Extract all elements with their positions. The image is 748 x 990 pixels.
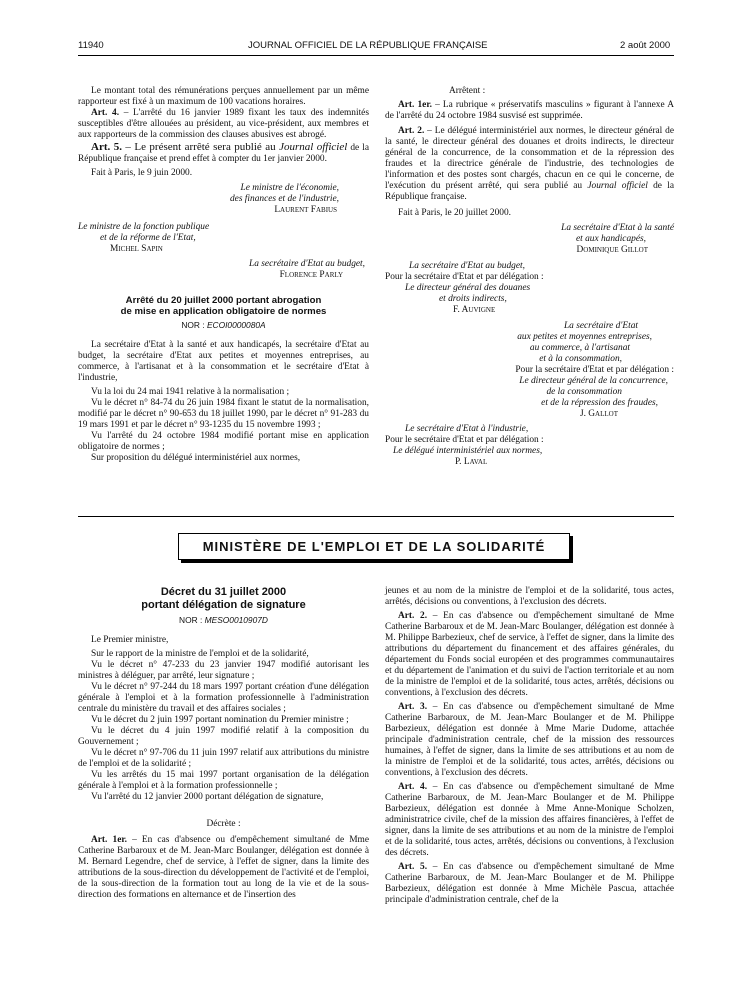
nor-code: ECOI0000080A xyxy=(206,320,266,330)
signature-title: au commerce, à l'artisanat xyxy=(529,343,630,353)
article-4 xyxy=(78,108,369,141)
ministry-banner xyxy=(178,533,570,560)
signature-title: Le ministre de la fonction publique xyxy=(78,222,210,232)
article-text: – Le présent arrêté sera publié au xyxy=(121,141,280,153)
signatory-name: J. Gallot xyxy=(579,409,618,419)
decret-title: portant délégation de signature xyxy=(141,598,306,611)
signatory-name: Laurent Fabius xyxy=(274,205,337,215)
article-text: – La rubrique « préservatifs masculins » figurant à l'annexe A de l'arrêté du 24 octobre 1984 susvisé est supprimée. xyxy=(385,100,674,121)
article-text: de la République française. xyxy=(385,181,674,202)
delegation-line: Pour le secrétaire d'Etat et par délégation : xyxy=(385,435,544,445)
signature-title: des finances et de l'industrie, xyxy=(229,194,339,204)
article-5 xyxy=(78,142,369,165)
decret-title: Décret du 31 juillet 2000 xyxy=(160,586,287,598)
article-label: Art. 2. xyxy=(398,126,425,136)
paragraph: Vu le décret n° 47-233 du 23 janvier 1947 modifié autorisant les ministres à déléguer, par arrêté, leur signature ; xyxy=(78,660,369,681)
article-5 xyxy=(385,862,674,906)
signatory-name: F. Auvigne xyxy=(453,305,496,315)
signature-title: de la consommation xyxy=(546,387,622,397)
top-left-column xyxy=(78,86,369,464)
signature-title: Le délégué interministériel aux normes, xyxy=(393,446,543,456)
article-label: Art. 3. xyxy=(398,702,428,712)
article-label: Art. 1er. xyxy=(398,100,432,110)
top-right-column xyxy=(385,86,674,468)
article-label: Art. 4. xyxy=(91,108,120,118)
article-text: – En cas d'absence ou d'empêchement simultané de Mme Catherine Barbaroux, de M. Jean-Marc Boulanger et de M. Philippe Barbezieux, délégation est donnée à Mme Anne-Monique Scholzen, administratrice civile, chef de la mission des affaires financières, à l'effet de signer, dans la limite de ses attributions et au nom de la ministre de l'emploi et de la solidarité, tous actes, arrêtés, décisions ou conventions, à l'exclusion des décrets. xyxy=(385,782,675,858)
paragraph: Sur le rapport de la ministre de l'emploi et de la solidarité, xyxy=(91,649,309,659)
paragraph: La secrétaire d'Etat à la santé et aux handicapés, la secrétaire d'Etat au budget, la secrétaire d'Etat aux petites et moyennes entreprises, au commerce, à l'artisanat et à la consommation et le secrétaire d'Etat à l'industrie, xyxy=(78,340,369,383)
journal-name: Journal officiel xyxy=(279,141,348,153)
paragraph: Vu les arrêtés du 15 mai 1997 portant organisation de la délégation générale à l'emploi et à la formation professionnelle ; xyxy=(78,770,369,791)
article-2 xyxy=(385,611,674,699)
signature-title: Le directeur général des douanes xyxy=(405,283,531,293)
issue-date: 2 août 2000 xyxy=(620,40,671,51)
paragraph: Le montant total des rémunérations perçues annuellement par un même rapporteur est fixé à un maximum de 100 vacations horaires. xyxy=(78,86,369,107)
nor-reference xyxy=(78,320,369,330)
paragraph: Vu le décret du 4 juin 1997 modifié relatif à la composition du Gouvernement ; xyxy=(78,726,369,747)
article-text: – En cas d'absence ou d'empêchement simultané de Mme Catherine Barbaroux et de M. Jean-Marc Boulanger, délégation est donnée à M. Philippe Barbezieux, chef de service, à l'effet de signer, dans la limite des attributions du département du financement et des affaires générales, du département du Fonds social européen et des programmes communautaires et du département de l'animation et du suivi de l'action territoriale et au nom de la ministre de l'emploi et de la solidarité, tous actes, arrêtés, décisions ou conventions, à l'exclusion des décrets. xyxy=(385,611,675,698)
page-number: 11940 xyxy=(78,40,104,51)
article-text: – Le délégué interministériel aux normes, le directeur général de la santé, le directeur général des douanes et droits indirects, le directeur général de la concurrence, de la consommation et de la répression des fraudes et la directrice générale de l'industrie, des technologies de l'information et des postes sont chargés, chacun en ce qui le concerne, de l'exécution du présent arrêté, qui sera publié au xyxy=(385,126,674,191)
signatory-name: Florence Parly xyxy=(279,270,343,280)
signature-title: et de la répression des fraudes, xyxy=(541,398,658,408)
article-label: Art. 1er. xyxy=(91,835,127,845)
article-text: – En cas d'absence ou d'empêchement simultané de Mme Catherine Barbaroux, de M. Jean-Marc Boulanger et de M. Philippe Barbezieux, délégation est donnée à Mme Michèle Pascua, attachée principale d'administration centrale, chef de la xyxy=(385,862,675,905)
article-label: Art. 4. xyxy=(398,782,428,792)
nor-reference xyxy=(78,615,369,625)
signature-title: Le secrétaire d'Etat à l'industrie, xyxy=(405,424,529,434)
signatory-name: Michel Sapin xyxy=(110,244,163,254)
paragraph: Sur proposition du délégué interministériel aux normes, xyxy=(91,453,301,463)
signatory-name: P. Laval xyxy=(455,457,488,467)
nor-prefix: NOR : xyxy=(179,615,205,625)
article-2 xyxy=(385,126,674,203)
signature-title: La secrétaire d'Etat à la santé xyxy=(561,223,674,233)
article-text: de la République française et prend effet à compter du 1er janvier 2000. xyxy=(78,143,369,164)
fait-line: Fait à Paris, le 9 juin 2000. xyxy=(91,168,193,178)
article-label: Art. 5. xyxy=(91,141,122,153)
arrete-title: de mise en application obligatoire de normes xyxy=(120,306,327,317)
paragraph: Vu l'arrêté du 12 janvier 2000 portant délégation de signature, xyxy=(91,792,324,802)
paragraph: Vu le décret n° 97-706 du 11 juin 1997 relatif aux attributions du ministre de l'emploi et de la solidarité ; xyxy=(78,748,369,769)
article-3 xyxy=(385,702,674,779)
nor-prefix: NOR : xyxy=(181,320,207,330)
signature-title: La secrétaire d'Etat xyxy=(563,321,638,331)
nor-code: MESO0010907D xyxy=(204,615,268,625)
article-4 xyxy=(385,782,674,859)
signature-title: La secrétaire d'Etat au budget, xyxy=(409,261,525,271)
delegation-line: Pour la secrétaire d'Etat et par délégation : xyxy=(515,365,674,375)
paragraph: Vu le décret n° 97-244 du 18 mars 1997 portant création d'une délégation générale à l'emploi et à la formation professionnelle à l'administration centrale du ministère du travail et des affaires sociales ; xyxy=(78,682,369,714)
article-text: – En cas d'absence ou d'empêchement simultané de Mme Catherine Barbaroux, de M. Jean-Marc Boulanger et de M. Philippe Barbezieux, délégation est donnée à Mme Marie Dudome, attachée principale d'administration centrale, chef de la mission des ressources humaines, à l'effet de signer, dans la limite de ses attributions et au nom de la ministre de l'emploi et de la solidarité, tous actes, arrêtés, décisions ou conventions, à l'exclusion des décrets. xyxy=(385,702,675,778)
signatory-name: Dominique Gillot xyxy=(576,245,648,255)
paragraph: Vu le décret du 2 juin 1997 portant nomination du Premier ministre ; xyxy=(91,715,349,725)
article-text: – L'arrêté du 16 janvier 1989 fixant les taux des indemnités susceptibles d'être allouées au président, au vice-président, aux membres et aux rapporteurs de la commission des clauses abusives est abrogé. xyxy=(78,108,369,140)
journal-name: Journal officiel xyxy=(587,181,648,191)
section-rule xyxy=(78,516,674,517)
ministry-banner-text: MINISTÈRE DE L'EMPLOI ET DE LA SOLIDARITÉ xyxy=(202,539,546,554)
signature-title: La secrétaire d'Etat au budget, xyxy=(249,259,365,269)
signature-title: et droits indirects, xyxy=(439,294,507,304)
signature-title: et de la réforme de l'Etat, xyxy=(100,233,196,243)
paragraph: Vu le décret n° 84-74 du 26 juin 1984 fixant le statut de la normalisation, modifié par le décret n° 90-653 du 18 juillet 1990, par le décret n° 91-283 du 19 mars 1991 et par le décret n° 93-1235 du 15 novembre 1993 ; xyxy=(78,398,369,430)
fait-line: Fait à Paris, le 20 juillet 2000. xyxy=(398,208,512,218)
signature-title: et aux handicapés, xyxy=(575,234,646,244)
article-1 xyxy=(78,835,369,901)
paragraph: Vu l'arrêté du 24 octobre 1984 modifié portant mise en application obligatoire de normes ; xyxy=(78,431,369,452)
article-label: Art. 5. xyxy=(398,862,428,872)
paragraph: Vu la loi du 24 mai 1941 relative à la normalisation ; xyxy=(91,387,290,397)
paragraph: Le Premier ministre, xyxy=(91,635,169,645)
header-rule xyxy=(78,55,674,56)
signature-title: aux petites et moyennes entreprises, xyxy=(517,332,652,342)
bottom-left-column xyxy=(78,586,369,901)
paragraph: jeunes et au nom de la ministre de l'emploi et de la solidarité, tous actes, arrêtés, décisions ou conventions, à l'exclusion des décrets. xyxy=(385,586,674,607)
signature-title: Le directeur général de la concurrence, xyxy=(519,376,668,386)
arrete-title: Arrêté du 20 juillet 2000 portant abrogation xyxy=(125,295,322,306)
decrete-label: Décrète : xyxy=(206,819,241,829)
article-text: – En cas d'absence ou d'empêchement simultané de Mme Catherine Barbaroux et de M. Jean-Marc Boulanger, délégation est donnée à M. Bernard Legendre, chef de service, à l'effet de signer, dans la limite des attributions de la sous-direction du développement de l'activité et de l'emploi, de la sous-direction de la formation tout au long de la vie et de la sous-direction des formations en alternance et de l'insertion des xyxy=(78,835,369,900)
article-1 xyxy=(385,100,674,122)
journal-title: JOURNAL OFFICIEL DE LA RÉPUBLIQUE FRANÇAISE xyxy=(248,40,488,51)
delegation-line: Pour la secrétaire d'Etat et par délégation : xyxy=(385,272,544,282)
signature-title: et à la consommation, xyxy=(539,354,622,364)
signature-title: Le ministre de l'économie, xyxy=(240,183,339,193)
article-label: Art. 2. xyxy=(398,611,428,621)
arretent-label: Arrêtent : xyxy=(449,86,486,96)
bottom-right-column xyxy=(385,586,674,906)
